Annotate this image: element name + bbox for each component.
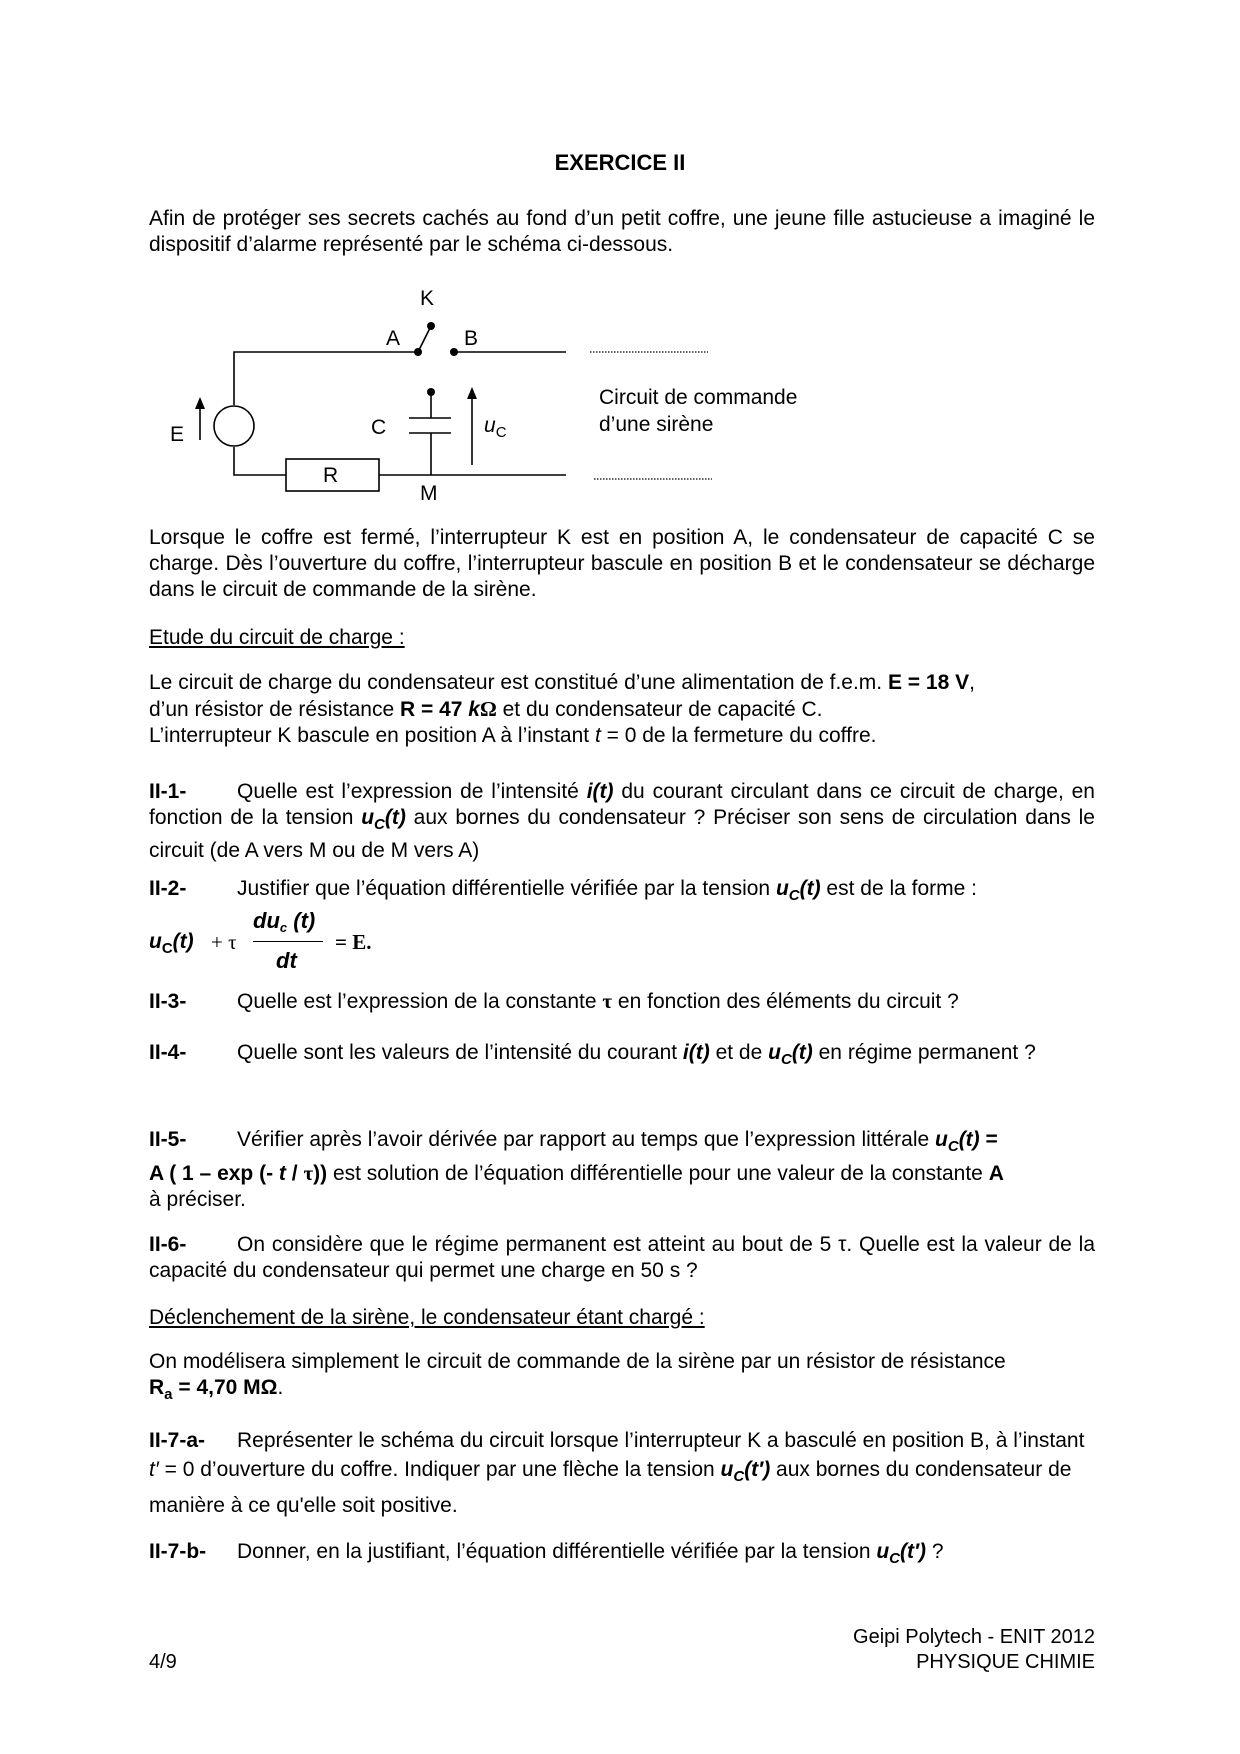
question-number: II-7-b- [149,1540,207,1563]
question-ii-5: II-5- Vérifier après l’avoir dérivée par rapport au temps que l’expression littérale $u_C(t)$ = [149,1121,1095,1166]
switch-contact-b [450,348,458,356]
eq-rhs: = E. [335,930,372,954]
charge-circuit-text: Le circuit de charge du condensateur est constitué d’une alimentation de f.e.m. E = 18 V, d’un résistor de résistance R = 47 kΩ et du condensateur de capacité C. L’interrupteur K bascule en position A à l’instant t = 0 de la fermeture du coffre. [149,671,975,747]
footer-subject: PHYSIQUE CHIMIE [916,1651,1095,1673]
label-k: K [420,287,435,310]
differential-equation [149,908,549,974]
label-e: E [170,423,185,446]
generator-symbol [214,406,254,446]
label-uc: $u_C$ [484,414,507,441]
question-ii-4: II-4- Quelle sont les valeurs de l’intensité du courant i(t) et de $u_C(t)$ en régime permanent ? [149,1041,1036,1068]
heading-siren-trigger: Déclenchement de la sirène, le condensateur étant chargé : [149,1306,705,1329]
question-number: II-6- [149,1233,187,1256]
intro-paragraph: Afin de protéger ses secrets cachés au fond d’un petit coffre, une jeune fille astucieuse a imaginé le dispositif d’alarme représenté par le schéma ci-dessous. [149,207,1095,256]
question-ii-1: II-1- Quelle est l’expression de l’intensité i(t) du courant circulant dans ce circuit de charge, en fonction de la tension $u_C(t)$ aux bornes du condensateur ? Préciser son sens de circulation dans le circuit (de A vers M ou de M vers A) [149,780,1095,862]
siren-label-line1: Circuit de commande [599,386,798,409]
eq-plus-tau: + τ [211,930,237,954]
switch-lever [418,326,431,352]
question-number: II-7-a- [149,1429,206,1452]
heading-charge-study: Etude du circuit de charge : [149,626,405,649]
label-r: R [323,464,339,487]
footer-institution: Geipi Polytech - ENIT 2012 [853,1626,1095,1648]
question-ii-3: II-3- Quelle est l’expression de la constante τ en fonction des éléments du circuit ? [149,989,959,1013]
eq-numerator: duc (t) [253,908,316,935]
page-title: EXERCICE II [554,150,686,175]
wire-top-left [234,352,418,405]
uc-arrow-head [467,387,477,399]
charge-description: Lorsque le coffre est fermé, l’interrupteur K est en position A, le condensateur de capacité C se charge. Dès l’ouverture du coffre, l’interrupteur bascule en position B et le condensateur se décharge dans le circuit de commande de la sirène. [149,526,1095,601]
question-ii-2: II-2- Justifier que l’équation différentielle vérifiée par la tension $u_C(t)$ est de la forme : [149,877,977,904]
label-m: M [420,482,438,505]
siren-label-line2: d’une sirène [599,413,714,436]
eq-lhs: $u_C(t)$ [149,930,194,957]
wire-left-bottom [234,447,286,475]
eq-fraction-bar [253,941,323,942]
eq-denominator: dt [276,948,297,973]
footer-page-number: 4/9 [149,1651,177,1673]
label-uc-sub: C [495,424,507,441]
label-a: A [386,327,401,350]
label-b: B [464,327,479,350]
question-number: II-2- [149,877,187,900]
question-number: II-5- [149,1128,187,1151]
question-ii-7-a-cont: t′ = 0 d’ouverture du coffre. Indiquer par une flèche la tension $u_C(t')$ aux bornes du condensateur de manière à ce qu'elle soit positive. [149,1458,1072,1517]
question-number: II-4- [149,1041,187,1064]
question-number: II-3- [149,990,187,1013]
question-ii-5-cont: A ( 1 – exp (- t / τ)) est solution de l’équation différentielle pour une valeur de la constante A à préciser. [149,1161,1004,1211]
switch-pivot-bottom [427,388,435,396]
circuit-diagram [0,275,1240,515]
switch-pivot-top [427,322,435,330]
siren-model-text: On modélisera simplement le circuit de commande de la sirène par un résistor de résistance $R_a = 4,70$ MΩ. [149,1350,1006,1403]
label-c: C [371,416,387,439]
question-ii-6: II-6- On considère que le régime permanent est atteint au bout de 5 τ. Quelle est la valeur de la capacité du condensateur qui permet une charge en 50 s ? [149,1233,1095,1282]
switch-contact-a [414,348,422,356]
question-ii-7-b: II-7-b- Donner, en la justifiant, l’équation différentielle vérifiée par la tension $u_C(t')$ ? [149,1540,944,1567]
question-number: II-1- [149,780,187,803]
question-ii-7-a: II-7-a- Représenter le schéma du circuit lorsque l’interrupteur K a basculé en position B, à l’instant [149,1427,1095,1455]
e-arrow-head [195,397,205,409]
